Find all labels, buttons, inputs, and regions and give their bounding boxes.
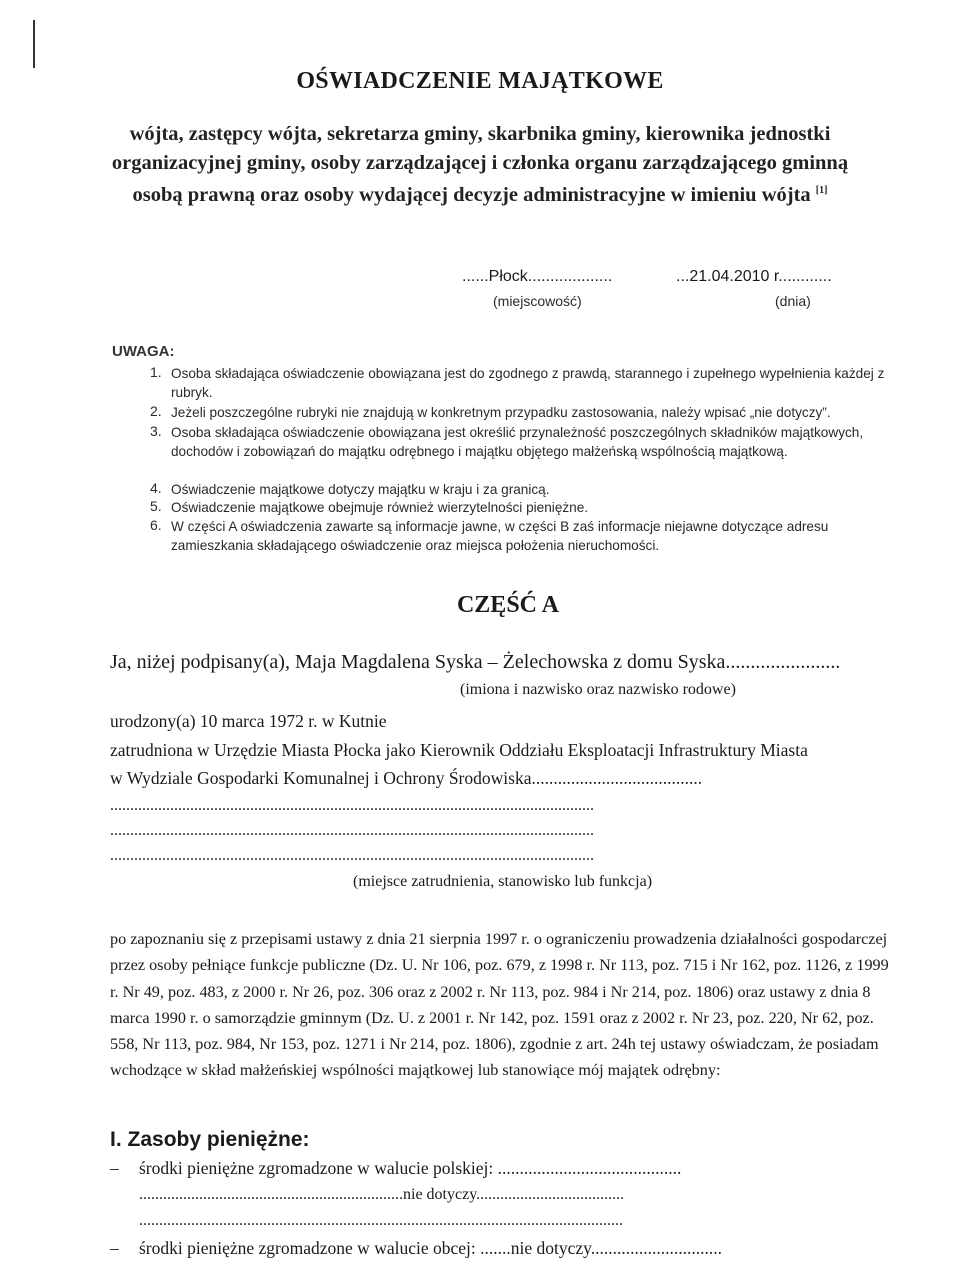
dotted-line: ......................................................................................................................... [110, 822, 594, 839]
employment-line-2: w Wydziale Gospodarki Komunalnej i Ochrony Środowiska....................................... [110, 768, 703, 788]
employment-line-1: zatrudniona w Urzędzie Miasta Płocka jako Kierownik Oddziału Eksploatacji Infrastruktury Miasta [110, 740, 808, 760]
legal-statement: po zapoznaniu się z przepisami ustawy z dnia 21 sierpnia 1997 r. o ograniczeniu prowadzenia działalności gospodarczej przez osoby pełniące funkcje publiczne (Dz. U. Nr 106, poz. 679, z 1998 r. Nr 113, poz. 715 i Nr 162, poz. 1126, z 1999 r. Nr 49, poz. 483, z 2000 r. Nr 26, poz. 306 oraz z 2002 r. Nr 113, poz. 984 i Nr 214, poz. 1806) oraz ustawy z dnia 8 marca 1990 r. o samorządzie gminnym (Dz. U. z 2001 r. Nr 142, poz. 1591 oraz z 2002 r. Nr 23, poz. 220, Nr 62, poz. 558, Nr 113, poz. 984, Nr 153, poz. 1271 i Nr 214, poz. 1806), zgodnie z art. 24h tej ustawy oświadczam, że posiadam wchodzące w skład małżeńskiej wspólności majątkowej lub stanowiące mój majątek odrębny: [110, 930, 889, 1080]
document-title: OŚWIADCZENIE MAJĄTKOWE [296, 68, 664, 94]
note-number: 6. [150, 517, 162, 533]
note-text: Oświadczenie majątkowe obejmuje również wierzytelności pieniężne. [171, 500, 589, 515]
dotted-line: ......................................................................................................................... [110, 847, 594, 864]
employment-caption: (miejsce zatrudnienia, stanowisko lub funkcja) [353, 873, 653, 890]
foreign-funds-line: środki pieniężne zgromadzone w walucie obcej: .......nie dotyczy.............................. [139, 1238, 723, 1258]
note-number: 5. [150, 498, 162, 514]
subtitle-text: wójta, zastępcy wójta, sekretarza gminy, skarbnika gminy, kierownika jednostki organizacyjnej gminy, osoby zarządzającej i członka organu zarządzającego gminną osobą prawną oraz osoby wydającej decyzje administracyjne w imieniu wójta [111, 123, 849, 206]
place-caption: (miejscowość) [493, 293, 582, 309]
date-caption: (dnia) [775, 293, 811, 309]
place-field: ......Płock................... [462, 268, 613, 285]
date-field: ...21.04.2010 r............ [676, 268, 832, 285]
note-number: 2. [150, 403, 162, 419]
note-text: Jeżeli poszczególne rubryki nie znajdują w konkretnym przypadku zastosowania, należy wpisać „nie dotyczy”. [171, 405, 831, 420]
dotted-line: ......................................................................................................................... [139, 1212, 623, 1229]
note-text: Osoba składająca oświadczenie obowiązana jest określić przynależność poszczególnych składników majątkowych, dochodów i zobowiązań do majątku odrębnego i majątku objętego małżeńską wspólnością majątkową. [171, 425, 864, 460]
birth-line: urodzony(a) 10 marca 1972 r. w Kutnie [110, 711, 387, 731]
note-number: 3. [150, 423, 162, 439]
part-a-heading: CZĘŚĆ A [456, 592, 560, 618]
name-caption: (imiona i nazwisko oraz nazwisko rodowe) [460, 681, 736, 698]
scan-margin-mark [33, 20, 35, 68]
note-text: Oświadczenie majątkowe dotyczy majątku w kraju i za granicą. [171, 482, 550, 497]
document-subtitle [100, 120, 860, 209]
pln-funds-value: ..................................................................nie dotyczy..................................... [139, 1186, 625, 1203]
dotted-line: ......................................................................................................................... [110, 797, 594, 814]
pln-funds-line: środki pieniężne zgromadzone w walucie polskiej: .......................................... [139, 1158, 682, 1178]
footnote-ref: [1] [815, 185, 828, 196]
list-dash: – [110, 1158, 119, 1178]
list-dash: – [110, 1238, 119, 1258]
note-text: Osoba składająca oświadczenie obowiązana jest do zgodnego z prawdą, starannego i zupełnego wypełnienia każdej z rubryk. [171, 366, 885, 401]
section-i-heading: I. Zasoby pieniężne: [110, 1128, 310, 1151]
note-number: 1. [150, 364, 162, 380]
note-number: 4. [150, 480, 162, 496]
note-text: W części A oświadczenia zawarte są informacje jawne, w części B zaś informacje niejawne dotyczące adresu zamieszkania składającego oświadczenie oraz miejsca położenia nieruchomości. [171, 519, 829, 554]
notes-label: UWAGA: [112, 343, 175, 360]
declarant-name-line: Ja, niżej podpisany(a), Maja Magdalena Syska – Żelechowska z domu Syska....................... [110, 651, 841, 673]
